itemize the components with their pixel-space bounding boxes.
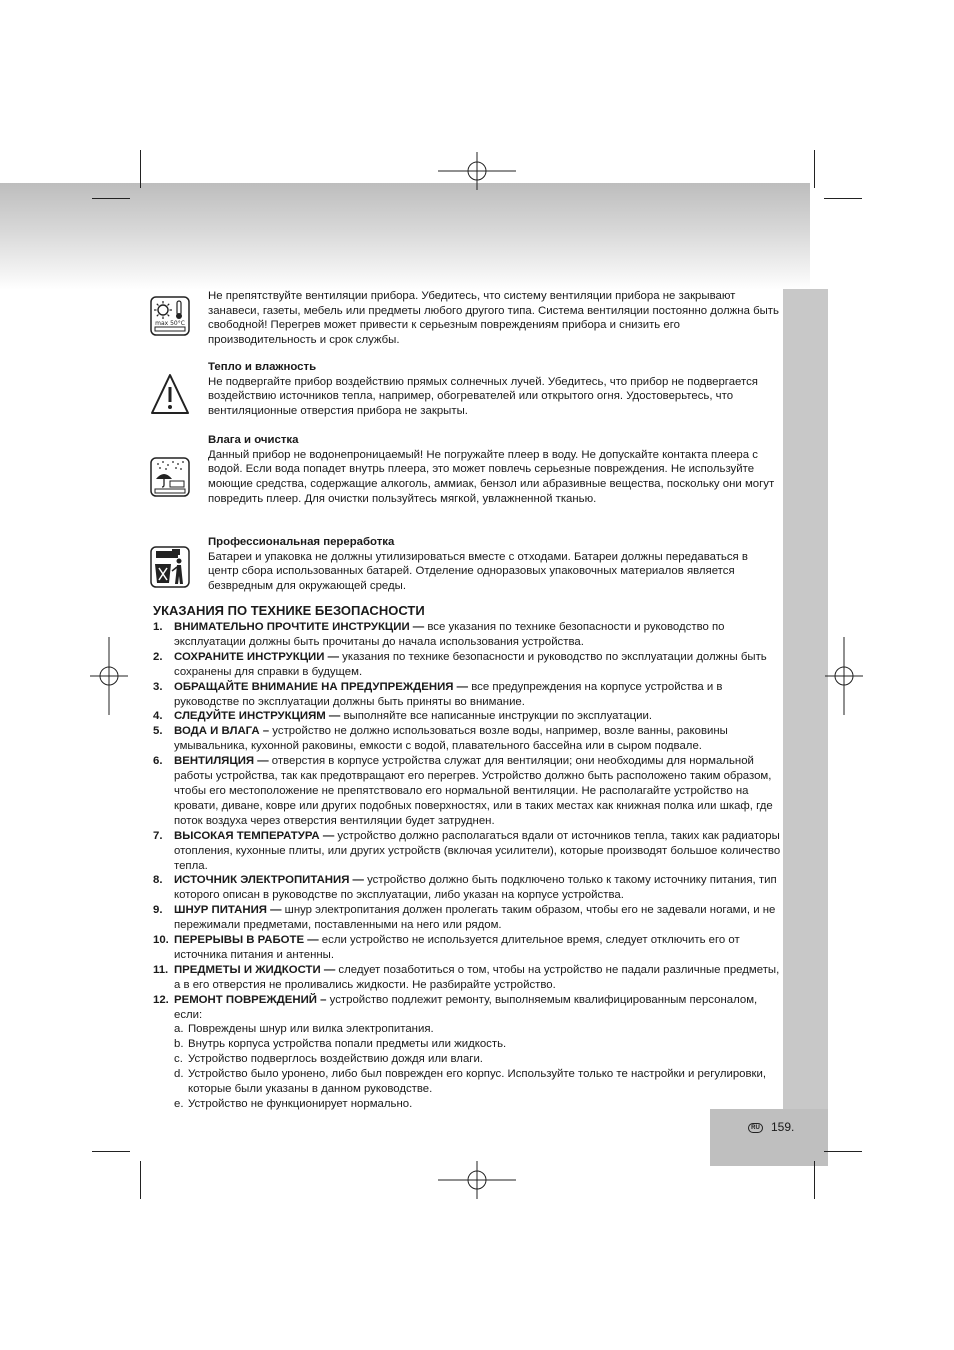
- repair-condition-item: [174, 1037, 781, 1052]
- safety-item-text: следует позаботиться о том, чтобы на устройство не падали различные предметы, а в его отверстия не проливались жидкости. Не разбирайте устройство.: [174, 963, 780, 991]
- safety-item-number: 1.: [153, 621, 163, 633]
- language-badge: RU: [748, 1123, 763, 1133]
- safety-item: [153, 829, 781, 874]
- safety-item-heading: ИСТОЧНИК ЭЛЕКТРОПИТАНИЯ —: [174, 874, 364, 887]
- safety-item-heading: ВНИМАТЕЛЬНО ПРОЧТИТЕ ИНСТРУКЦИИ —: [174, 621, 425, 633]
- safety-item-heading: ВЫСОКАЯ ТЕМПЕРАТУРА —: [174, 829, 335, 842]
- recycling-disposal-icon: [150, 546, 190, 586]
- warning-moisture-heading: Влага и очистка: [208, 434, 299, 446]
- safety-item-number: 6.: [153, 755, 163, 768]
- safety-item: [153, 724, 781, 754]
- page-number-text: 159.: [771, 1120, 795, 1134]
- thermometer-max-temp-icon: [150, 296, 190, 336]
- rain-umbrella-icon: [150, 457, 190, 497]
- warning-heat-heading: Тепло и влажность: [208, 361, 317, 373]
- page-number: [748, 1120, 794, 1134]
- repair-condition-text: Устройство не функционирует нормально.: [188, 1098, 413, 1110]
- safety-item: [153, 903, 781, 933]
- repair-condition-letter: a.: [174, 1023, 184, 1036]
- warning-ventilation: [208, 289, 780, 348]
- page-number-box: [710, 1109, 828, 1166]
- warning-recycling: [208, 535, 780, 594]
- registration-mark-bottom: [438, 1161, 516, 1199]
- safety-item-heading: СЛЕДУЙТЕ ИНСТРУКЦИЯМ —: [174, 710, 341, 723]
- safety-item-heading: СОХРАНИТЕ ИНСТРУКЦИИ —: [174, 650, 339, 663]
- repair-condition-item: [174, 1097, 781, 1112]
- safety-item-text: устройство не должно использоваться возле воды, например, возле ванны, раковины умывальника, кухонной раковины, емкости с водой, плавательного бассейна или в сыром подвале.: [174, 725, 728, 753]
- repair-condition-text: Устройство подверглось воздействию дождя или влаги.: [188, 1053, 483, 1066]
- safety-item: [153, 993, 781, 1023]
- warning-moisture-text: Данный прибор не водонепроницаемый! Не погружайте плеер в воду. Не допускайте контакта плеера с водой. Если вода попадет внутрь плеера, это может повлечь серьезные повреждения. Не используйте моющие средства, содержащие алкоголь, аммиак, бензол или абразивные вещества, поскольку они могут повредить плеер. Для очистки пользуйтесь мягкой, увлажненной тканью.: [208, 448, 775, 505]
- safety-item-number: 8.: [153, 874, 163, 887]
- safety-item: [153, 709, 781, 724]
- safety-list: [153, 620, 781, 1112]
- warning-triangle-icon: [150, 373, 190, 413]
- safety-item-number: 5.: [153, 725, 163, 738]
- safety-item-heading: ВЕНТИЛЯЦИЯ —: [174, 755, 269, 768]
- safety-item-number: 10.: [153, 934, 169, 947]
- registration-mark-top: [438, 152, 516, 190]
- repair-conditions-list: [153, 1022, 781, 1111]
- repair-condition-letter: d.: [174, 1068, 184, 1081]
- warning-heat-text: Не подвергайте прибор воздействию прямых солнечных лучей. Убедитесь, что прибор не подвергается воздействию источников тепла, например, обогревателей или открытого огня. Удостоверьтесь, что вентиляционные отверстия прибора не закрыты.: [208, 375, 758, 418]
- safety-item-heading: РЕМОНТ ПОВРЕЖДЕНИЙ –: [174, 993, 327, 1006]
- safety-item-number: 2.: [153, 650, 163, 663]
- safety-item-text: если устройство не используется длительное время, следует отключить его от источника питания и антенны.: [174, 934, 740, 961]
- safety-item-text: выполняйте все написанные инструкции по эксплуатации.: [340, 710, 653, 723]
- safety-item-text: отверстия в корпусе устройства служат для вентиляции; они необходимы для нормальной работы устройства, так как предотвращают его перегрев. Устройство должно быть расположено таким образом, чтобы его местоположение не препятствовало его нормальной вентиляции. Не располагайте устройство на кровати, диване, ковре или других подобных поверхностях, или в таких местах как книжная полка или шкаф, где поток воздуха через отверстия вентиляции будет затруднен.: [174, 755, 773, 827]
- safety-item-heading: ШНУР ПИТАНИЯ —: [174, 904, 282, 917]
- safety-item-text: все предупреждения на корпусе устройства и в руководстве по эксплуатации должны быть приняты во внимание.: [174, 680, 723, 708]
- repair-condition-text: Внутрь корпуса устройства попали предметы или жидкость.: [188, 1038, 507, 1051]
- warning-heat: [208, 360, 780, 419]
- safety-item-heading: ОБРАЩАЙТЕ ВНИМАНИЕ НА ПРЕДУПРЕЖДЕНИЯ —: [174, 680, 469, 693]
- side-tab-bar: [783, 289, 828, 1113]
- safety-item: [153, 650, 781, 680]
- repair-condition-item: [174, 1067, 781, 1097]
- header-gradient-band: [0, 183, 810, 290]
- warning-moisture: [208, 433, 780, 507]
- safety-item-heading: ВОДА И ВЛАГА –: [174, 725, 270, 738]
- warning-recycling-text: Батареи и упаковка не должны утилизироваться вместе с отходами. Батареи должны передаваться в центр сбора использованных батарей. Отделение одноразовых упаковочных материалов является безвредным для окружающей среды.: [208, 550, 748, 593]
- safety-item-number: 4.: [153, 710, 163, 723]
- safety-item: [153, 620, 781, 650]
- safety-item: [153, 754, 781, 829]
- safety-item: [153, 873, 781, 903]
- safety-item-text: шнур электропитания должен пролегать таким образом, чтобы его не задевали ногами, и не пережимали предметами, поставленными на него или рядом.: [174, 904, 776, 932]
- safety-item-text: устройство должно располагаться вдали от источников тепла, таких как радиаторы отопления, кухонные плиты, или других устройств (включая усилители), которые производят большое количество тепла.: [174, 829, 781, 872]
- safety-item-text: устройство должно быть подключено только к такому источнику питания, тип которого описан в руководстве по эксплуатации, либо указан на корпусе устройства.: [174, 874, 777, 902]
- repair-condition-letter: c.: [174, 1053, 183, 1066]
- warning-recycling-heading: Профессиональная переработка: [208, 536, 395, 548]
- safety-item: [153, 680, 781, 710]
- safety-item-number: 11.: [153, 963, 169, 976]
- warning-ventilation-text: Не препятствуйте вентиляции прибора. Убедитесь, что систему вентиляции прибора не закрывают занавеси, газеты, мебель или предметы любого другого типа. Система вентиляции постоянно должна быть свободной! Перегрев может привести к серьезным повреждениям прибора и снизить его производительность и срок службы.: [208, 290, 779, 347]
- safety-item-heading: ПРЕДМЕТЫ И ЖИДКОСТИ —: [174, 963, 336, 976]
- icon-max-temp-label: max 50°C: [155, 320, 185, 327]
- safety-item-text: все указания по технике безопасности и руководство по эксплуатации должны быть прочитаны до начала использования устройства.: [174, 621, 725, 648]
- registration-mark-right: [825, 637, 863, 715]
- safety-item: [153, 933, 781, 963]
- safety-item-number: 3.: [153, 680, 163, 693]
- safety-item-heading: ПЕРЕРЫВЫ В РАБОТЕ —: [174, 934, 319, 947]
- repair-condition-text: Повреждены шнур или вилка электропитания.: [188, 1023, 434, 1036]
- registration-mark-left: [90, 637, 128, 715]
- safety-item-number: 12.: [153, 993, 169, 1006]
- safety-item: [153, 963, 781, 993]
- repair-condition-letter: b.: [174, 1038, 184, 1051]
- safety-item-text: указания по технике безопасности и руководство по эксплуатации должны быть сохранены для справки в будущем.: [174, 650, 767, 678]
- safety-title: УКАЗАНИЯ ПО ТЕХНИКЕ БЕЗОПАСНОСТИ: [153, 603, 425, 618]
- repair-condition-item: [174, 1022, 781, 1037]
- repair-condition-text: Устройство было уронено, либо был поврежден его корпус. Используйте только те настройки и регулировки, которые были указаны в данном руководстве.: [188, 1068, 767, 1096]
- repair-condition-item: [174, 1052, 781, 1067]
- safety-item-number: 9.: [153, 904, 163, 917]
- repair-condition-letter: e.: [174, 1098, 184, 1110]
- safety-item-text: устройство подлежит ремонту, выполняемым квалифицированным персоналом, если:: [174, 993, 758, 1021]
- safety-item-number: 7.: [153, 829, 163, 842]
